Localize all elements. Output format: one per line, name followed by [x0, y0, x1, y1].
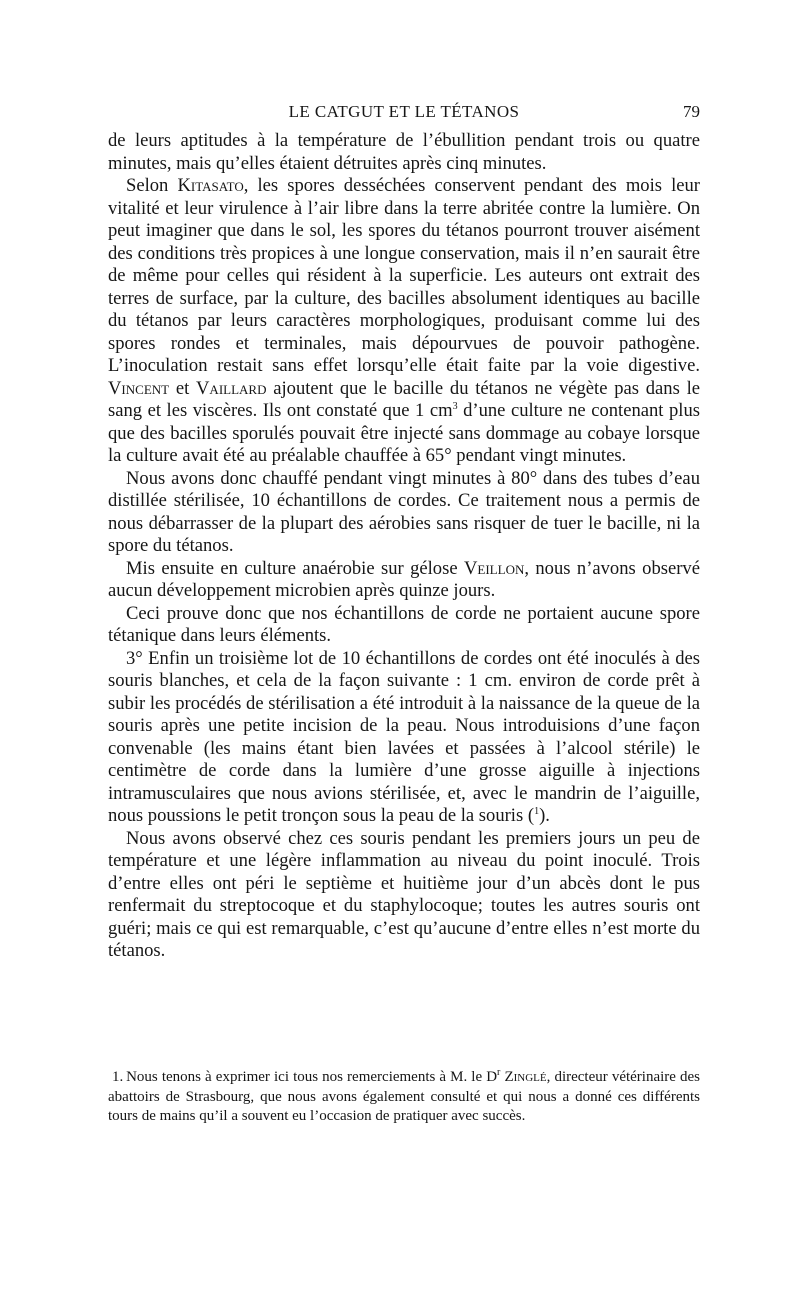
title-abbrev-sup: r — [497, 1067, 501, 1078]
author-name-kitasato: Kitasato — [177, 175, 244, 196]
author-name-vaillard: Vaillard — [196, 377, 267, 399]
footnote-area — [108, 1068, 700, 1127]
running-title: LE CATGUT ET LE TÉTANOS — [288, 102, 520, 121]
text-run: , nous n’avons observé aucun développement microbien après quinze jours. — [108, 557, 700, 601]
paragraph-3: Nous avons donc chauffé pendant vingt minutes à 80° dans des tubes d’eau distillée stérilisée, 10 échantillons de cordes. Ce traitement nous a permis de nous débarrasser de la plupart des aérobies sans risquer de tuer le bacille, ni la spore du tétanos. — [108, 467, 700, 556]
text-run: Mis ensuite en culture anaérobie sur gélose — [126, 557, 464, 579]
text-run: et — [169, 377, 196, 399]
paragraph-4 — [108, 558, 700, 603]
paragraph-6 — [108, 648, 700, 828]
text-run: ). — [539, 805, 550, 826]
running-header — [108, 100, 700, 126]
footnote-reference: 1 — [534, 805, 540, 817]
text-run: Selon — [126, 175, 178, 196]
text-run: 3° Enfin un troisième lot de 10 échantillons de cordes ont été inoculés à des souris blanches, et cela de la façon suivante : 1 cm. environ de corde prêt à subir les procédés de stérilisation a été introduit à la naissance de la queue de la souris après une petite incision de la peau. Nous introduisions d’une façon convenable (les mains étant bien lavées et passées à l’alcool stérile) le centimètre de corde dans la lumière d’une grosse aiguille à injections intramusculaires que nous avions stérilisée, et, avec le mandrin de l’aiguille, nous poussions le petit tronçon sous la peau de la souris ( — [108, 647, 700, 826]
paragraph-2 — [108, 175, 700, 468]
body-text — [108, 130, 700, 963]
unit-exponent: 3 — [452, 400, 458, 412]
paragraph-1: de leurs aptitudes à la température de l’ébullition pendant trois ou quatre minutes, mais qu’elles étaient détruites après cinq minutes. — [108, 130, 700, 174]
author-name-veillon: Veillon — [463, 557, 525, 579]
paragraph-5: Ceci prouve donc que nos échantillons de corde ne portaient aucune spore tétanique dans leurs éléments. — [108, 602, 700, 646]
footnote-1 — [108, 1068, 700, 1127]
text-run: ajoutent que le bacille du tétanos ne végète pas dans le sang et les viscères. Ils ont constaté que 1 cm — [108, 377, 700, 421]
text-run: , les spores desséchées conservent pendant des mois leur vitalité et leur virulence à l’air libre dans la terre abritée contre la lumière. On peut imaginer que dans le sol, les spores du tétanos pourront trouver aisément des conditions très propices à une longue conservation, mais il n’en saurait être de même pour celles qui résident à la superficie. Les auteurs ont extrait des terres de surface, par la culture, des bacilles absolument identiques au bacille du tétanos par leurs caractères morphologiques, produisant comme lui des spores rondes et terminales, mais dépourvues de pouvoir pathogène. L’inoculation restait sans effet lorsqu’elle était faite par la voie digestive. — [108, 175, 700, 376]
text-run: , directeur vétérinaire des abattoirs de Strasbourg, que nous avons également consulté et qui nous a donné ces différents tours de mains qu’il a souvent eu l’occasion de pratiquer avec succès. — [108, 1069, 701, 1124]
footnote-marker: 1. — [112, 1069, 124, 1085]
paragraph-7: Nous avons observé chez ces souris pendant les premiers jours un peu de température et une légère inflammation au niveau du point inoculé. Trois d’entre elles ont péri le septième et huitième jour d’un abcès dont le pus renfermait du streptocoque et du staphylocoque; toutes les autres souris ont guéri; mais ce qui est remarquable, c’est qu’aucune d’entre elles n’est morte du tétanos. — [108, 827, 700, 961]
page-number: 79 — [683, 102, 700, 121]
text-run: Nous tenons à exprimer ici tous nos remerciements à M. le D — [126, 1069, 498, 1085]
author-name-vincent: Vincent — [108, 377, 170, 399]
person-name-zingle: Zinglé — [504, 1069, 547, 1085]
text-run: d’une culture ne contenant plus que des bacilles sporulés pouvait être injecté sans dommage au cobaye lorsque la culture avait été au préalable chauffée à 65° pendant vingt minutes. — [108, 400, 700, 466]
